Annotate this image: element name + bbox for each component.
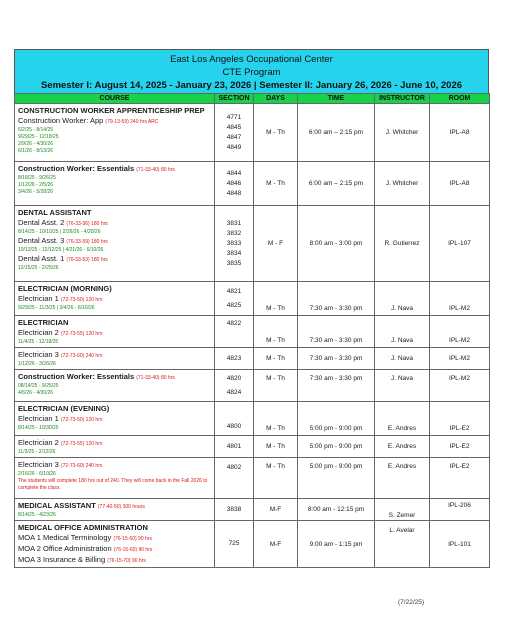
instructor-cell: J. Nava [375, 348, 430, 370]
section-number: 3834 [226, 249, 242, 257]
course-name: MOA 3 Insurance & Billing [18, 555, 106, 564]
col-section: SECTION [215, 94, 254, 104]
section-number: 4825 [226, 301, 242, 309]
course-name: Electrician 3 [18, 350, 59, 359]
instructor-cell: J. Nava [375, 316, 430, 348]
room-cell: IPL-206 [430, 499, 490, 521]
section-number: 4822 [226, 320, 242, 327]
section-cell [215, 402, 254, 436]
schedule-header [14, 49, 489, 93]
course-cell [15, 316, 215, 348]
days-cell: M - Th [254, 316, 298, 348]
course-cell [15, 402, 215, 436]
course-code: (76-15-50) 90 hrs [113, 536, 152, 542]
instructor-cell: E. Andres [375, 458, 430, 499]
time-cell: 5:00 pm - 9:00 pm [298, 458, 375, 499]
course-name: Electrician 2 [18, 438, 59, 447]
section-cell [215, 316, 254, 348]
col-days: DAYS [254, 94, 298, 104]
course-name: Electrician 2 [18, 328, 59, 337]
course-code: (72-73-50) 120 hrs [60, 417, 103, 423]
section-number: 4847 [226, 133, 242, 141]
time-cell: 6:00 am – 2:15 pm [298, 162, 375, 206]
table-row [15, 206, 490, 282]
course-name: Construction Worker: Essentials [18, 164, 135, 173]
room-cell: IPL-A8 [430, 162, 490, 206]
center-name: East Los Angeles Occupational Center [170, 54, 333, 65]
days-cell: M - Th [254, 348, 298, 370]
section-cell [215, 521, 254, 568]
section-number: 4820 [226, 374, 242, 382]
course-code: (72-73-60) 240 hrs [60, 353, 103, 359]
table-row [15, 458, 490, 499]
time-cell: 7:30 am - 3:30 pm [298, 370, 375, 402]
instructor-cell: L. Avelar [375, 521, 430, 568]
course-dates: 6/2/25 - 8/14/25 [18, 127, 54, 133]
course-name: MOA 1 Medical Terminology [18, 533, 112, 542]
course-title: DENTAL ASSISTANT [18, 208, 92, 217]
room-cell: IPL-M2 [430, 370, 490, 402]
days-cell: M - Th [254, 104, 298, 162]
course-dates: 1/12/26 - 2/5/26 [18, 182, 54, 188]
section-number: 4848 [226, 189, 242, 197]
section-number: 4849 [226, 143, 242, 151]
course-name: Dental Asst. 2 [18, 218, 65, 227]
room-cell: IPL-E2 [430, 402, 490, 436]
course-code: (72-73-55) 120 hrs [60, 331, 103, 337]
table-row [15, 521, 490, 568]
semester-dates: Semester I: August 14, 2025 - January 23, 2026 | Semester II: January 26, 2026 - June 10, 2026 [40, 80, 463, 91]
room-cell: IPL-M2 [430, 348, 490, 370]
course-dates: 2/9/26 - 4/30/26 [18, 141, 54, 147]
instructor-cell: J. Whitcher [375, 162, 430, 206]
section-cell [215, 348, 254, 370]
instructor-cell: J. Nava [375, 282, 430, 316]
section-cell [215, 206, 254, 282]
table-row [15, 162, 490, 206]
section-cell [215, 436, 254, 458]
instructor-cell: R. Gutierrez [375, 206, 430, 282]
revision-date: (7/22/25) [398, 599, 425, 606]
room-cell: IPL-107 [430, 206, 490, 282]
table-row [15, 316, 490, 348]
course-dates: 1/12/26 - 3/26/26 [18, 361, 56, 367]
section-number: 4846 [226, 179, 242, 187]
course-title: ELECTRICIAN (MORNING) [18, 284, 112, 293]
room-cell: IPL-M2 [430, 316, 490, 348]
section-cell [215, 104, 254, 162]
time-cell: 5:00 pm - 9:00 pm [298, 436, 375, 458]
room-cell: IPL-101 [430, 521, 490, 568]
section-cell [215, 162, 254, 206]
room-cell: IPL-A8 [430, 104, 490, 162]
section-number: 3831 [226, 219, 242, 227]
course-dates: 9/29/25 - 12/18/25 [18, 134, 59, 140]
time-cell: 7:30 am - 3:30 pm [298, 348, 375, 370]
course-dates: 3/4/26 - 5/28/26 [18, 189, 54, 195]
course-name: Dental Asst. 1 [18, 254, 65, 263]
days-cell: M-F [254, 499, 298, 521]
program-name: CTE Program [222, 67, 281, 78]
section-cell [215, 370, 254, 402]
course-code: (76-33-53) 180 hrs [66, 257, 108, 263]
days-cell: M - Th [254, 162, 298, 206]
course-dates: 8/14/25 - 10/30/25 [18, 425, 59, 431]
time-cell: 8:00 am - 12:15 pm [298, 499, 375, 521]
days-cell: M - F [254, 206, 298, 282]
instructor-cell: J. Nava [375, 370, 430, 402]
course-code: (77-40-50) 300 hours [97, 504, 145, 510]
course-title: MEDICAL OFFICE ADMINISTRATION [18, 523, 148, 532]
course-title: CONSTRUCTION WORKER APPRENTICESHIP PREP [18, 106, 205, 115]
course-code: (76-15-70) 90 hrs [107, 558, 146, 564]
course-dates: 10/13/25 - 12/12/25 | 4/21/26 - 6/10/26 [18, 247, 104, 253]
course-dates: 2/16/26 - 6/10/26 [18, 471, 56, 477]
course-dates: 11/3/25 - 2/12/26 [18, 449, 56, 455]
time-cell: 9:00 am - 1:15 pm [298, 521, 375, 568]
table-row [15, 370, 490, 402]
course-name: Dental Asst. 3 [18, 236, 65, 245]
course-dates: 6/1/26 - 8/13/26 [18, 148, 54, 154]
section-cell [215, 282, 254, 316]
table-row [15, 402, 490, 436]
course-dates: 12/15/25 - 2/25/26 [18, 265, 59, 271]
course-dates: 9/29/25 - 11/3/25 | 3/4/26 - 6/10/26 [18, 305, 95, 311]
course-cell [15, 499, 215, 521]
course-name: Construction Worker: App [18, 116, 104, 125]
col-time: TIME [298, 94, 375, 104]
table-header-row [15, 94, 490, 104]
schedule-frame [14, 49, 489, 568]
days-cell: M - Th [254, 458, 298, 499]
course-note: The students will complete 180 hrs out of 240. They will come back in the Fall 2026 to complete the class. [18, 478, 208, 491]
time-cell: 6:00 am – 2:15 pm [298, 104, 375, 162]
section-cell [215, 499, 254, 521]
section-number: 725 [228, 540, 240, 547]
course-code: (76-33-36) 180 hrs [66, 221, 108, 227]
days-cell: M - Th [254, 402, 298, 436]
room-cell: IPL-E2 [430, 436, 490, 458]
instructor-cell: J. Whitcher [375, 104, 430, 162]
section-number: 3838 [226, 505, 242, 513]
course-cell [15, 436, 215, 458]
course-name: Electrician 3 [18, 460, 59, 469]
instructor-cell: E. Andres [375, 436, 430, 458]
course-code: (72-73-50) 120 hrs [60, 297, 103, 303]
table-row [15, 104, 490, 162]
instructor-cell: E. Andres [375, 402, 430, 436]
table-row [15, 436, 490, 458]
course-dates: 08/14/25 - 9/25/25 [18, 383, 59, 389]
table-row [15, 499, 490, 521]
section-cell [215, 458, 254, 499]
section-number: 4821 [226, 287, 242, 295]
section-number: 4800 [226, 423, 242, 430]
course-cell [15, 162, 215, 206]
course-code: (76-15-60) 90 hrs [113, 547, 153, 553]
course-cell [15, 370, 215, 402]
course-name: Construction Worker: Essentials [18, 372, 135, 381]
course-dates: 8/18/25 - 9/26/25 [18, 175, 56, 181]
course-code: (72-73-60) 240 hrs [60, 463, 103, 469]
table-row [15, 348, 490, 370]
days-cell: M - Th [254, 370, 298, 402]
course-cell [15, 458, 215, 499]
course-dates: 4/6/26 - 4/30/26 [18, 390, 54, 396]
section-number: 3833 [226, 239, 242, 247]
course-cell [15, 348, 215, 370]
course-name: Electrician 1 [18, 294, 59, 303]
course-title: ELECTRICIAN [18, 318, 69, 327]
col-course: COURSE [15, 94, 215, 104]
course-code: (79-13-59) 240 hrs ARC [105, 119, 159, 125]
schedule-table [14, 93, 490, 568]
section-number: 4823 [226, 354, 242, 362]
course-cell [15, 104, 215, 162]
section-number: 4824 [226, 388, 242, 396]
section-number: 4802 [226, 464, 242, 471]
course-cell [15, 521, 215, 568]
days-cell: M - Th [254, 282, 298, 316]
course-name: MOA 2 Office Administration [18, 544, 112, 553]
course-dates: 8/14/25 - 4/23/26 [18, 512, 56, 518]
course-cell [15, 282, 215, 316]
course-code: (76-33-59) 180 hrs [66, 239, 108, 245]
days-cell: M-F [254, 521, 298, 568]
course-code: (71-33-40) 80 hrs [136, 375, 175, 381]
room-cell: IPL-E2 [430, 458, 490, 499]
course-code: (72-73-55) 120 hrs [60, 441, 103, 447]
course-cell [15, 206, 215, 282]
section-number: 3835 [226, 259, 242, 267]
time-cell: 8:00 am - 3:00 pm [298, 206, 375, 282]
time-cell: 7:30 am - 3:30 pm [298, 282, 375, 316]
time-cell: 5:00 pm - 9:00 pm [298, 402, 375, 436]
col-instructor: INSTRUCTOR [375, 94, 430, 104]
section-number: 4771 [226, 113, 242, 121]
course-dates: 8/14/25 - 10/10/25 | 2/26/26 - 4/20/26 [18, 229, 101, 235]
time-cell: 7:30 am - 3:30 pm [298, 316, 375, 348]
section-number: 4845 [226, 123, 242, 131]
course-title: ELECTRICIAN (EVENING) [18, 404, 110, 413]
course-name: Electrician 1 [18, 414, 59, 423]
course-dates: 11/4/25 - 12/18/25 [18, 339, 59, 345]
table-row [15, 282, 490, 316]
col-room: ROOM [430, 94, 490, 104]
section-number: 3832 [226, 229, 242, 237]
course-title: MEDICAL ASSISTANT [18, 501, 96, 510]
days-cell: M - Th [254, 436, 298, 458]
room-cell: IPL-M2 [430, 282, 490, 316]
section-number: 4801 [226, 442, 242, 450]
instructor-cell: S. Zemer [375, 499, 430, 521]
course-code: (71-33-40) 80 hrs [136, 167, 175, 173]
section-number: 4844 [226, 169, 242, 177]
